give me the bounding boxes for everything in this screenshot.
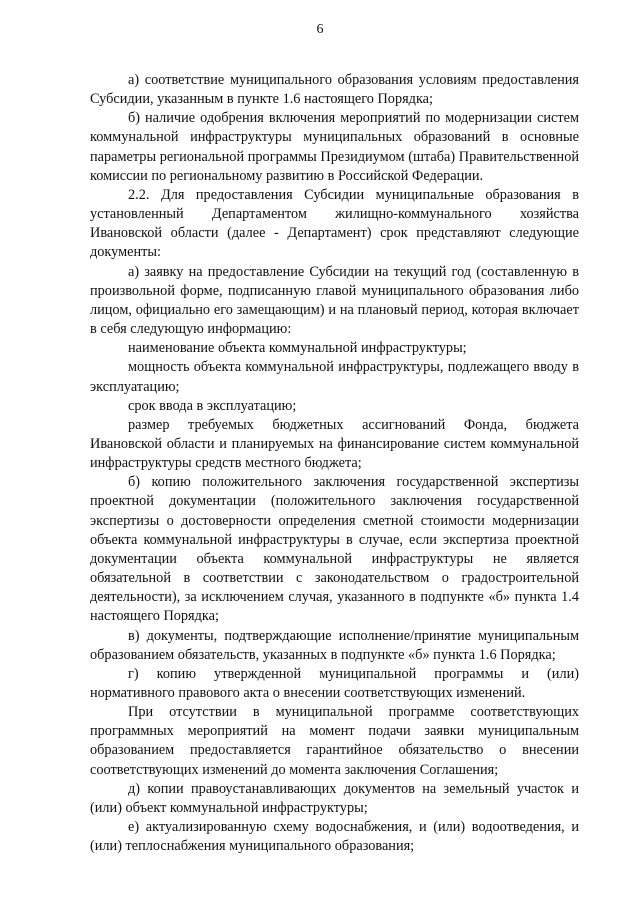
paragraph-document-e: е) актуализированную схему водоснабжения, и (или) водоотведения, и (или) теплоснабжения муниципального образования; bbox=[90, 819, 579, 855]
paragraph-document-a: а) заявку на предоставление Субсидии на текущий год (составленную в произвольной форме, подписанную главой муниципального образования либо лицом, официально его замещающим) и на плановый период, которая включает в себя следующую информацию: bbox=[90, 263, 579, 338]
paragraph-document-d: д) копии правоустанавливающих документов на земельный участок и (или) объект коммунальной инфраструктуры; bbox=[90, 780, 579, 816]
paragraph-document-v: в) документы, подтверждающие исполнение/принятие муниципальным образованием обязательств, указанных в подпункте «б» пункта 1.6 Порядка; bbox=[90, 627, 579, 663]
paragraph-condition-b: б) наличие одобрения включения мероприятий по модернизации систем коммунальной инфраструктуры муниципальных образований в основные параметры региональной программы Президиумом (штаба) Правительственной комиссии по региональному развитию в Российской Федерации. bbox=[90, 110, 579, 184]
paragraph-document-b: б) копию положительного заключения государственной экспертизы проектной документации (положительного заключения государственной экспертизы о достоверности определения сметной стоимости модернизации объекта коммунальной инфраструктуры в случае, если экспертиза проектной документации объекта коммунальной инфраструктуры не является обязательной в соответствии с законодательством о градостроительной деятельности), за исключением случая, указанного в подпункте «б» пункта 1.4 настоящего Порядка; bbox=[90, 474, 579, 625]
paragraph-section-2-2: 2.2. Для предоставления Субсидии муниципальные образования в установленный Департаментом жилищно-коммунального хозяйства Ивановской области (далее - Департамент) срок представляют следующие документы: bbox=[90, 186, 579, 261]
paragraph-document-g: г) копию утвержденной муниципальной программы и (или) нормативного правового акта о внесении соответствующих изменений. bbox=[90, 665, 579, 701]
paragraph-object-name: наименование объекта коммунальной инфраструктуры; bbox=[128, 340, 467, 357]
page-number: 6 bbox=[316, 22, 324, 37]
paragraph-budget-amount: размер требуемых бюджетных ассигнований Фонда, бюджета Ивановской области и планируемых на финансирование систем коммунальной инфраструктуры средств местного бюджета; bbox=[90, 416, 579, 472]
document-body bbox=[90, 71, 579, 856]
paragraph-object-capacity: мощность объекта коммунальной инфраструктуры, подлежащего вводу в эксплуатацию; bbox=[90, 359, 579, 395]
paragraph-condition-a: а) соответствие муниципального образования условиям предоставления Субсидии, указанным в пункте 1.6 настоящего Порядка; bbox=[90, 72, 579, 108]
paragraph-guarantee: При отсутствии в муниципальной программе соответствующих программных мероприятий на момент подачи заявки муниципальным образованием предоставляется гарантийное обязательство о внесении соответствующих изменений до момента заключения Соглашения; bbox=[90, 704, 579, 778]
paragraph-commissioning-date: срок ввода в эксплуатацию; bbox=[128, 397, 297, 414]
